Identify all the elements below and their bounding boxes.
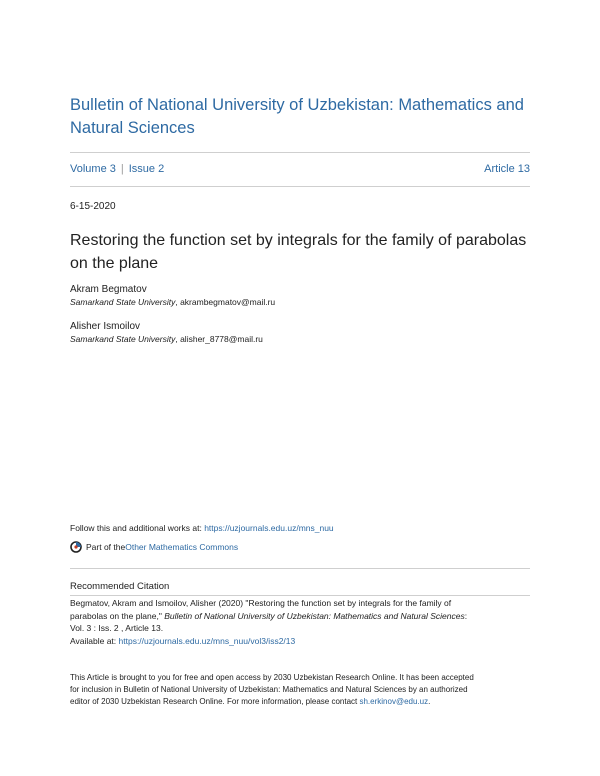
footer-line2: for inclusion in Bulletin of National University of Uzbekistan: Mathematics and Natural Sciences by an authorized [70,685,468,694]
journal-title-line1: Bulletin of National University of Uzbekistan: Mathematics and [70,96,524,114]
affiliation-name: Samarkand State University [70,334,176,344]
available-link[interactable]: https://uzjournals.edu.uz/mns_nuu/vol3/iss2/13 [118,635,296,646]
citation-line3: Vol. 3 : Iss. 2 , Article 13. [70,623,164,633]
article-number-link[interactable]: Article 13 [484,163,530,175]
follow-text: Follow this and additional works at: [70,523,205,533]
author-email: , akrambegmatov@mail.ru [175,297,276,307]
author-email: , alisher_8778@mail.ru [175,334,263,344]
volume-link[interactable]: Volume 3 [70,163,116,175]
author-affiliation [70,296,275,308]
commons-link[interactable]: Other Mathematics Commons [125,542,239,552]
citation-heading-divider [70,595,530,596]
article-title-line1: Restoring the function set by integrals for the family of parabolas [70,232,527,249]
commons-network-icon [70,541,82,553]
journal-title [70,94,540,140]
journal-title-line2: Natural Sciences [70,119,195,137]
issue-divider [70,186,530,187]
journal-title-link[interactable] [70,96,524,137]
article-title [70,229,535,275]
issue-bar [70,163,530,177]
citation-divider [70,568,530,569]
affiliation-name: Samarkand State University [70,297,176,307]
citation-text [70,597,532,647]
citation-line2-end: : [464,610,468,621]
publication-date: 6-15-2020 [70,201,116,212]
top-divider [70,152,530,153]
follow-line [70,523,334,533]
author-name: Akram Begmatov [70,284,147,295]
part-of-text: Part of the [86,542,126,552]
citation-line2-plain: parabolas on the plane," [70,610,165,621]
issue-link[interactable]: Issue 2 [128,163,165,175]
author-affiliation [70,333,263,345]
available-at [70,635,532,648]
citation-journal-italic: Bulletin of National University of Uzbekistan: Mathematics and Natural Sciences [164,610,465,621]
footer-line1: This Article is brought to you for free and open access by 2030 Uzbekistan Research Online. It has been accepted [70,673,474,682]
available-label: Available at: [70,635,119,646]
follow-link[interactable]: https://uzjournals.edu.uz/mns_nuu [204,523,334,533]
part-of-line [70,541,238,553]
recommended-citation-heading: Recommended Citation [70,581,170,592]
author-1 [70,283,275,308]
footer-end: . [428,697,431,706]
citation-line1: Begmatov, Akram and Ismoilov, Alisher (2020) "Restoring the function set by integrals for the family of [70,598,452,608]
footer-notice [70,672,532,708]
article-title-line2: on the plane [70,255,159,272]
contact-email-link[interactable]: sh.erkinov@edu.uz [359,697,429,706]
issue-separator: | [120,163,124,175]
author-2 [70,320,263,345]
author-name: Alisher Ismoilov [70,321,141,332]
footer-line3: editor of 2030 Uzbekistan Research Online. For more information, please contact [70,697,360,706]
